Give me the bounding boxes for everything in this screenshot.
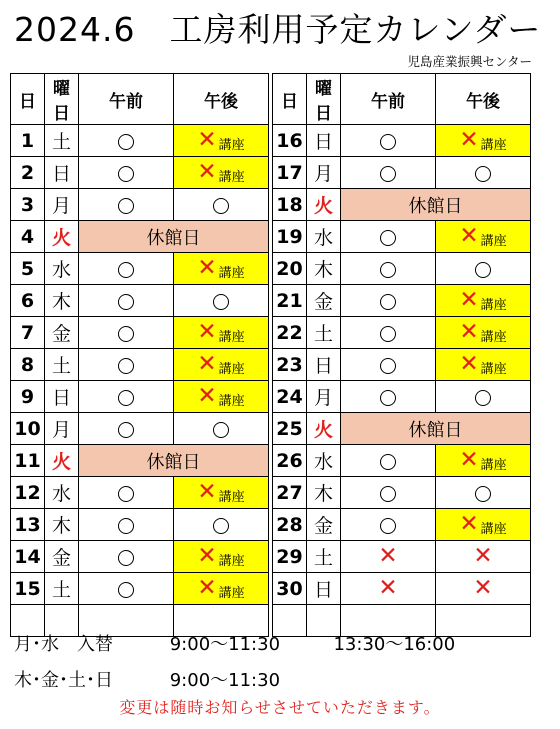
weekday: 日 — [45, 157, 79, 189]
session-cell — [79, 381, 174, 413]
session-cell — [436, 253, 531, 285]
session-cell — [79, 413, 174, 445]
day-number: 7 — [11, 317, 45, 349]
day-number: 29 — [273, 541, 307, 573]
calendar-row — [273, 445, 531, 477]
calendar-row — [11, 157, 269, 189]
cross-icon: ✕ — [459, 126, 479, 153]
header-weekday: 曜日 — [45, 74, 79, 125]
cross-icon: ✕ — [197, 574, 217, 601]
class-note: 講座 — [480, 457, 507, 473]
open-circle-icon — [213, 198, 229, 214]
organization-name: 児島産業振興センター — [407, 54, 532, 69]
closed-day-cell: 休館日 — [341, 413, 531, 445]
session-cell — [436, 285, 531, 317]
class-note: 講座 — [218, 361, 245, 377]
cross-icon: ✕ — [459, 350, 479, 377]
open-circle-icon — [118, 422, 134, 438]
session-cell — [436, 157, 531, 189]
day-number: 15 — [11, 573, 45, 605]
calendar-row — [11, 413, 269, 445]
day-number: 20 — [273, 253, 307, 285]
calendar-left-half — [10, 73, 269, 637]
change-notice: 変更は随時お知らせさせていただきます。 — [119, 698, 441, 717]
class-note: 講座 — [218, 265, 245, 281]
class-note: 講座 — [218, 169, 245, 185]
hours-slot: 9:00～11:30 — [169, 634, 281, 655]
session-cell — [341, 125, 436, 157]
class-note: 講座 — [218, 585, 245, 601]
cross-icon: ✕ — [197, 350, 217, 377]
open-circle-icon — [380, 294, 396, 310]
session-cell — [79, 189, 174, 221]
calendar — [10, 73, 531, 637]
cross-icon: ✕ — [378, 575, 398, 601]
session-cell — [174, 413, 269, 445]
open-circle-icon — [118, 358, 134, 374]
day-number: 27 — [273, 477, 307, 509]
session-cell — [174, 285, 269, 317]
calendar-row — [11, 285, 269, 317]
calendar-row — [11, 445, 269, 477]
calendar-row — [11, 573, 269, 605]
weekday: 水 — [307, 221, 341, 253]
session-cell — [341, 541, 436, 573]
calendar-row — [273, 413, 531, 445]
page-title: 2024.6 工房利用予定カレンダー — [14, 10, 542, 49]
weekday: 水 — [45, 253, 79, 285]
session-cell — [79, 317, 174, 349]
header-weekday: 曜日 — [307, 74, 341, 125]
day-number: 18 — [273, 189, 307, 221]
open-circle-icon — [380, 390, 396, 406]
day-number: 13 — [11, 509, 45, 541]
calendar-row — [11, 253, 269, 285]
open-circle-icon — [380, 518, 396, 534]
session-cell — [79, 349, 174, 381]
weekday: 土 — [307, 541, 341, 573]
class-note: 講座 — [480, 297, 507, 313]
cross-icon: ✕ — [473, 575, 493, 601]
session-cell — [79, 157, 174, 189]
calendar-row — [273, 285, 531, 317]
day-number: 16 — [273, 125, 307, 157]
session-cell — [174, 509, 269, 541]
open-circle-icon — [118, 390, 134, 406]
session-cell — [341, 285, 436, 317]
session-cell — [436, 541, 531, 573]
hours-slot: 13:30～16:00 — [333, 634, 456, 655]
session-cell — [79, 253, 174, 285]
weekday: 金 — [307, 509, 341, 541]
cross-icon: ✕ — [473, 543, 493, 569]
cross-icon: ✕ — [197, 542, 217, 569]
calendar-row — [273, 349, 531, 381]
open-circle-icon — [380, 326, 396, 342]
cross-icon: ✕ — [197, 318, 217, 345]
weekday: 土 — [45, 573, 79, 605]
calendar-row — [273, 253, 531, 285]
class-note: 講座 — [218, 393, 245, 409]
hours-days: 木･金･土･日 — [14, 670, 113, 691]
weekday: 月 — [307, 157, 341, 189]
weekday: 土 — [45, 125, 79, 157]
session-cell — [341, 253, 436, 285]
session-cell — [174, 477, 269, 509]
session-cell — [174, 253, 269, 285]
day-number: 26 — [273, 445, 307, 477]
session-cell — [341, 349, 436, 381]
session-cell — [174, 349, 269, 381]
open-circle-icon — [380, 230, 396, 246]
calendar-row — [11, 189, 269, 221]
calendar-row — [273, 157, 531, 189]
weekday: 木 — [307, 477, 341, 509]
weekday: 金 — [45, 317, 79, 349]
session-cell — [79, 285, 174, 317]
session-cell — [174, 317, 269, 349]
day-number: 1 — [11, 125, 45, 157]
day-number: 6 — [11, 285, 45, 317]
session-cell — [341, 509, 436, 541]
day-number: 3 — [11, 189, 45, 221]
day-number: 30 — [273, 573, 307, 605]
weekday: 土 — [45, 349, 79, 381]
session-cell — [436, 509, 531, 541]
calendar-row — [11, 541, 269, 573]
session-cell — [174, 125, 269, 157]
day-number: 12 — [11, 477, 45, 509]
weekday: 日 — [45, 381, 79, 413]
open-circle-icon — [380, 486, 396, 502]
day-number: 17 — [273, 157, 307, 189]
open-circle-icon — [475, 390, 491, 406]
hours-days: 月･水 入替 — [14, 634, 113, 655]
calendar-row — [11, 317, 269, 349]
weekday: 日 — [307, 349, 341, 381]
calendar-row — [11, 381, 269, 413]
calendar-row — [273, 189, 531, 221]
open-circle-icon — [118, 486, 134, 502]
open-circle-icon — [380, 166, 396, 182]
weekday: 金 — [307, 285, 341, 317]
header-morning: 午前 — [341, 74, 436, 125]
calendar-row — [11, 509, 269, 541]
header-row — [273, 74, 531, 125]
day-number: 19 — [273, 221, 307, 253]
weekday: 火 — [45, 221, 79, 253]
day-number: 14 — [11, 541, 45, 573]
day-number: 23 — [273, 349, 307, 381]
weekday: 木 — [307, 253, 341, 285]
weekday: 木 — [45, 285, 79, 317]
cross-icon: ✕ — [378, 543, 398, 569]
hours-slot: 9:00～11:30 — [169, 670, 281, 691]
weekday: 月 — [45, 189, 79, 221]
calendar-row — [273, 573, 531, 605]
open-circle-icon — [213, 518, 229, 534]
weekday: 金 — [45, 541, 79, 573]
hours-row-mon-wed — [14, 630, 455, 656]
day-number: 24 — [273, 381, 307, 413]
session-cell — [436, 381, 531, 413]
open-circle-icon — [118, 262, 134, 278]
day-number: 8 — [11, 349, 45, 381]
calendar-row — [273, 541, 531, 573]
session-cell — [341, 317, 436, 349]
calendar-row — [273, 381, 531, 413]
closed-day-cell: 休館日 — [79, 221, 269, 253]
open-circle-icon — [475, 486, 491, 502]
class-note: 講座 — [480, 521, 507, 537]
open-circle-icon — [213, 294, 229, 310]
calendar-row — [273, 477, 531, 509]
cross-icon: ✕ — [197, 126, 217, 153]
session-cell — [174, 157, 269, 189]
day-number: 22 — [273, 317, 307, 349]
closed-day-cell: 休館日 — [341, 189, 531, 221]
calendar-right-half — [272, 73, 531, 637]
open-circle-icon — [380, 134, 396, 150]
session-cell — [341, 157, 436, 189]
header-morning: 午前 — [79, 74, 174, 125]
class-note: 講座 — [480, 329, 507, 345]
open-circle-icon — [213, 422, 229, 438]
open-circle-icon — [380, 454, 396, 470]
cross-icon: ✕ — [459, 222, 479, 249]
header-day: 日 — [11, 74, 45, 125]
session-cell — [79, 509, 174, 541]
open-circle-icon — [475, 166, 491, 182]
day-number: 10 — [11, 413, 45, 445]
open-circle-icon — [118, 134, 134, 150]
calendar-row — [11, 477, 269, 509]
session-cell — [436, 349, 531, 381]
class-note: 講座 — [480, 233, 507, 249]
weekday: 火 — [45, 445, 79, 477]
cross-icon: ✕ — [459, 286, 479, 313]
cross-icon: ✕ — [197, 158, 217, 185]
weekday: 月 — [45, 413, 79, 445]
weekday: 火 — [307, 189, 341, 221]
calendar-row — [11, 221, 269, 253]
header-afternoon: 午後 — [174, 74, 269, 125]
weekday: 木 — [45, 509, 79, 541]
calendar-row — [273, 221, 531, 253]
class-note: 講座 — [218, 329, 245, 345]
calendar-row — [11, 125, 269, 157]
cross-icon: ✕ — [459, 318, 479, 345]
closed-day-cell: 休館日 — [79, 445, 269, 477]
class-note: 講座 — [218, 489, 245, 505]
open-circle-icon — [380, 262, 396, 278]
class-note: 講座 — [480, 361, 507, 377]
session-cell — [79, 477, 174, 509]
day-number: 11 — [11, 445, 45, 477]
class-note: 講座 — [218, 137, 245, 153]
session-cell — [341, 573, 436, 605]
day-number: 2 — [11, 157, 45, 189]
cross-icon: ✕ — [197, 254, 217, 281]
cross-icon: ✕ — [459, 510, 479, 537]
class-note: 講座 — [218, 553, 245, 569]
day-number: 25 — [273, 413, 307, 445]
session-cell — [79, 541, 174, 573]
open-circle-icon — [118, 198, 134, 214]
session-cell — [174, 189, 269, 221]
session-cell — [436, 317, 531, 349]
session-cell — [79, 573, 174, 605]
open-circle-icon — [118, 550, 134, 566]
weekday: 火 — [307, 413, 341, 445]
session-cell — [341, 445, 436, 477]
calendar-row — [11, 349, 269, 381]
session-cell — [174, 381, 269, 413]
session-cell — [436, 221, 531, 253]
session-cell — [341, 221, 436, 253]
session-cell — [341, 477, 436, 509]
hours-row-thu-sun — [14, 666, 280, 692]
open-circle-icon — [118, 294, 134, 310]
weekday: 日 — [307, 125, 341, 157]
session-cell — [341, 381, 436, 413]
open-circle-icon — [118, 326, 134, 342]
calendar-row — [273, 125, 531, 157]
session-cell — [436, 445, 531, 477]
open-circle-icon — [475, 262, 491, 278]
weekday: 土 — [307, 317, 341, 349]
day-number: 5 — [11, 253, 45, 285]
header-afternoon: 午後 — [436, 74, 531, 125]
calendar-row — [273, 509, 531, 541]
header-row — [11, 74, 269, 125]
session-cell — [174, 573, 269, 605]
weekday: 水 — [307, 445, 341, 477]
open-circle-icon — [380, 358, 396, 374]
header-day: 日 — [273, 74, 307, 125]
class-note: 講座 — [480, 137, 507, 153]
session-cell — [79, 125, 174, 157]
open-circle-icon — [118, 166, 134, 182]
weekday: 日 — [307, 573, 341, 605]
weekday: 月 — [307, 381, 341, 413]
session-cell — [436, 477, 531, 509]
session-cell — [174, 541, 269, 573]
day-number: 9 — [11, 381, 45, 413]
weekday: 水 — [45, 477, 79, 509]
calendar-row — [273, 317, 531, 349]
cross-icon: ✕ — [459, 446, 479, 473]
cross-icon: ✕ — [197, 382, 217, 409]
day-number: 4 — [11, 221, 45, 253]
session-cell — [436, 125, 531, 157]
open-circle-icon — [118, 582, 134, 598]
session-cell — [436, 573, 531, 605]
cross-icon: ✕ — [197, 478, 217, 505]
day-number: 21 — [273, 285, 307, 317]
day-number: 28 — [273, 509, 307, 541]
open-circle-icon — [118, 518, 134, 534]
